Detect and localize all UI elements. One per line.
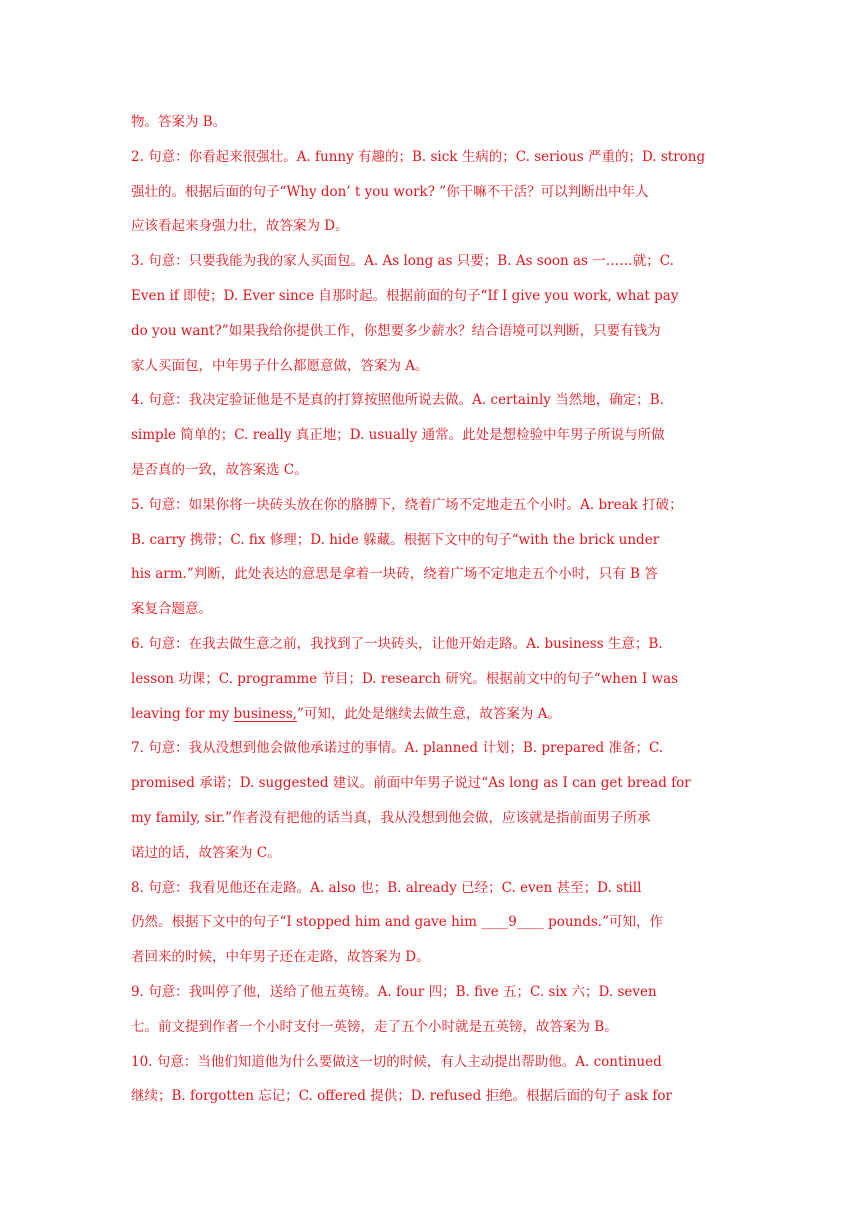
paragraph-q10 [131,1045,733,1115]
text-line: 7. 句意：我从没想到他会做他承诺过的事情。A. planned 计划；B. prepared 准备；C. [131,740,664,757]
paragraph-q7 [131,731,733,870]
text-segment: leaving for my [131,705,234,722]
text-line: Even if 即使；D. Ever since 自那时起。根据前面的句子“If I give you work, what pay [131,287,679,304]
paragraph-q6 [131,627,733,731]
paragraph-q8 [131,871,733,975]
text-line: 诺过的话，故答案为 C。 [131,844,281,861]
text-line: do you want?”如果我给你提供工作，你想要多少薪水？结合语境可以判断，只要有钱为 [131,322,661,339]
text-line: 物。答案为 B。 [131,114,227,130]
text-line: 仍然。根据下文中的句子“I stopped him and gave him ____9____ pounds.”可知，作 [131,914,663,931]
paragraph-q2 [131,140,733,244]
text-segment: ”可知，此处是继续去做生意，故答案为 A。 [296,705,561,722]
text-line: 七。前文提到作者一个小时支付一英镑，走了五个小时就是五英镑，故答案为 B。 [131,1018,618,1035]
text-line: 强壮的。根据后面的句子“Why don’ t you work? ”你干嘛不干活？可以判断出中年人 [131,183,649,200]
text-line: 6. 句意：在我去做生意之前，我找到了一块砖头，让他开始走路。A. business 生意；B. [131,635,663,652]
text-line: 案复合题意。 [131,601,212,618]
text-line: 继续；B. forgotten 忘记；C. offered 提供；D. refused 拒绝。根据后面的句子 ask for [131,1088,672,1105]
paragraph-q5 [131,488,733,627]
answer-explanations [131,105,733,1114]
paragraph-q1-tail [131,105,733,140]
text-line: simple 简单的；C. really 真正地；D. usually 通常。此处是想检验中年男子所说与所做 [131,427,665,444]
text-line: 2. 句意：你看起来很强壮。A. funny 有趣的；B. sick 生病的；C. serious 严重的；D. strong [131,148,706,165]
underlined-text: business, [233,705,297,722]
text-line: 家人买面包，中年男子什么都愿意做，答案为 A。 [131,357,429,374]
text-line: promised 承诺；D. suggested 建议。前面中年男子说过“As long as I can get bread for [131,775,691,792]
text-line: my family, sir.”作者没有把他的话当真，我从没想到他会做，应该就是指前面男子所承 [131,809,651,826]
text-line: his arm.”判断，此处表达的意思是拿着一块砖，绕着广场不定地走五个小时，只有 B 答 [131,566,658,583]
text-line: 是否真的一致，故答案选 C。 [131,461,308,478]
paragraph-q4 [131,383,733,487]
text-line: 3. 句意：只要我能为我的家人买面包。A. As long as 只要；B. As soon as 一……就；C. [131,253,674,270]
text-line: 者回来的时候，中年男子还在走路，故答案为 D。 [131,949,430,966]
text-line: 10. 句意：当他们知道他为什么要做这一切的时候，有人主动提出帮助他。A. continued [131,1053,662,1070]
text-line: 9. 句意：我叫停了他，送给了他五英镑。A. four 四；B. five 五；C. six 六；D. seven [131,983,657,1000]
paragraph-q9 [131,975,733,1045]
text-line: 5. 句意：如果你将一块砖头放在你的胳膊下，绕着广场不定地走五个小时。A. break 打破； [131,496,683,513]
text-line: 4. 句意：我决定验证他是不是真的打算按照他所说去做。A. certainly 当然地，确定；B. [131,392,664,409]
text-line: 应该看起来身强力壮，故答案为 D。 [131,218,349,235]
paragraph-q3 [131,244,733,383]
text-line [131,697,733,732]
text-line: lesson 功课；C. programme 节目；D. research 研究。根据前文中的句子“when I was [131,670,679,687]
text-line: 8. 句意：我看见他还在走路。A. also 也；B. already 已经；C. even 甚至；D. still [131,879,642,896]
text-line: B. carry 携带；C. fix 修理；D. hide 躲藏。根据下文中的句子“with the brick under [131,531,660,548]
